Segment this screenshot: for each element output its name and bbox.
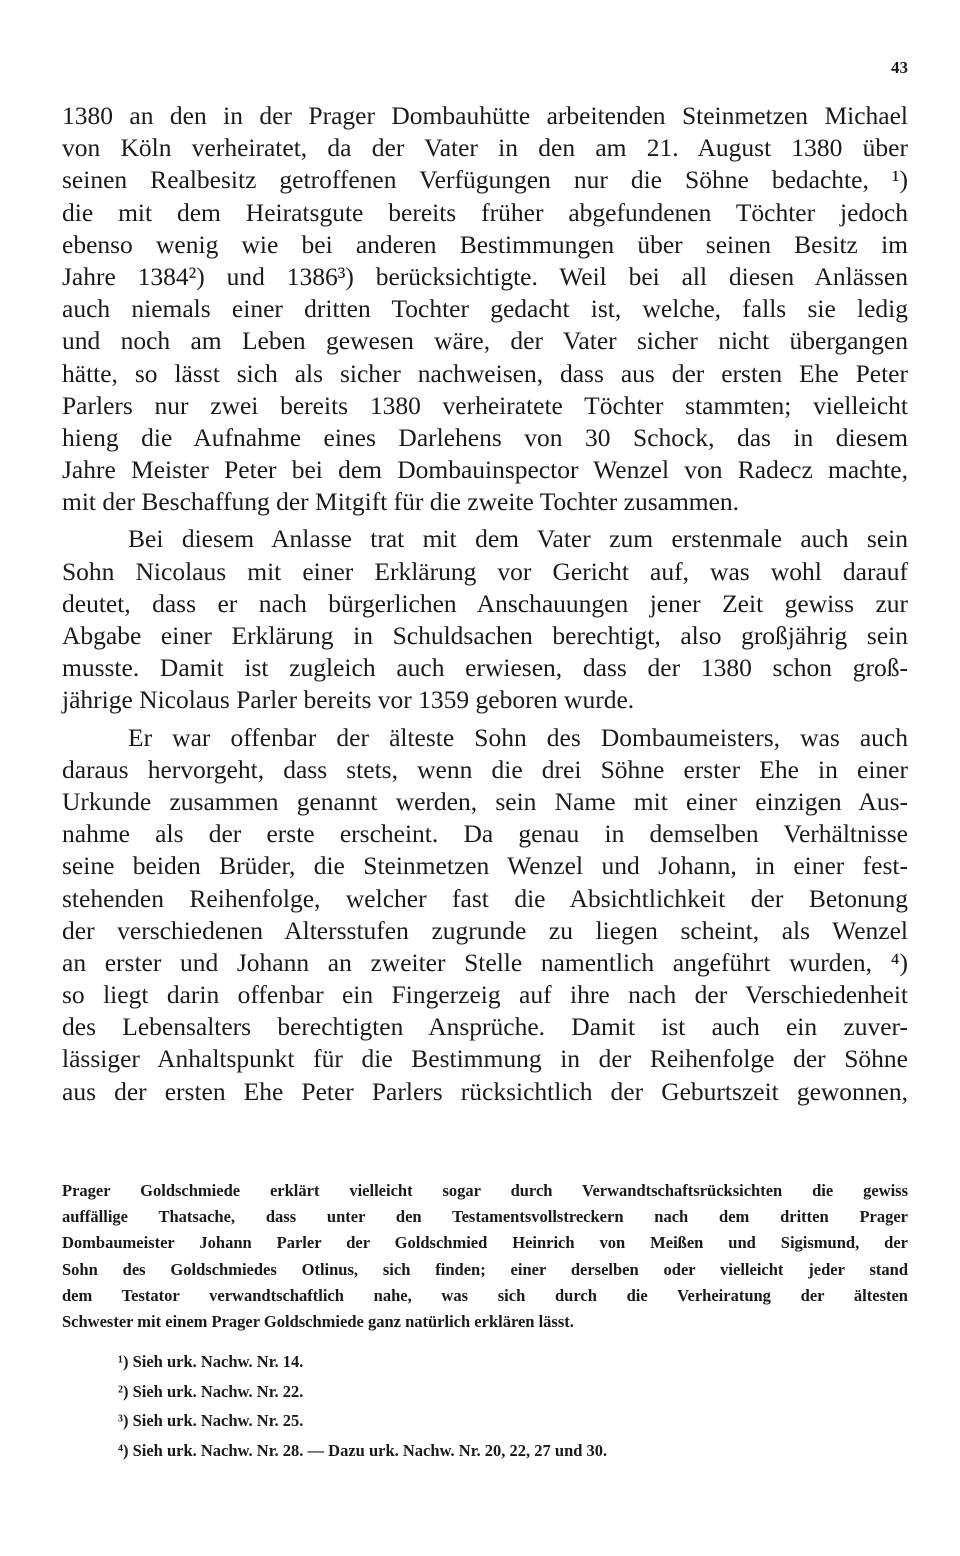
text-line: hätte, so lässt sich als sicher nachweisen, dass aus der ersten Ehe Peter — [62, 358, 908, 388]
text-line: jährige Nicolaus Parler bereits vor 1359 geboren wurde. — [62, 685, 635, 715]
footnote-line: Sohn des Goldschmiedes Otlinus, sich finden; einer derselben oder vielleicht jeder stand — [62, 1259, 908, 1279]
footnote-1: ¹) Sieh urk. Nachw. Nr. 14. — [118, 1352, 304, 1371]
text-line: 1380 an den in der Prager Dombauhütte arbeitenden Steinmetzen Michael — [62, 101, 908, 130]
footnote-3: ³) Sieh urk. Nachw. Nr. 25. — [118, 1411, 304, 1430]
text-line: musste. Damit ist zugleich auch erwiesen, dass der 1380 schon groß- — [62, 653, 908, 683]
text-line: Parlers nur zwei bereits 1380 verheiratete Töchter stammten; vielleicht — [62, 390, 908, 420]
footnote-continuation — [62, 1178, 908, 1335]
footnote-line: Schwester mit einem Prager Goldschmiede ganz natürlich erklären lässt. — [62, 1311, 574, 1331]
page-number: 43 — [891, 58, 908, 77]
text-line: so liegt darin offenbar ein Fingerzeig auf ihre nach der Verschiedenheit — [62, 980, 908, 1010]
text-line: Sohn Nicolaus mit einer Erklärung vor Gericht auf, was wohl darauf — [62, 556, 908, 586]
paragraph-3 — [62, 722, 908, 1108]
text-line: ebenso wenig wie bei anderen Bestimmungen über seinen Besitz im — [62, 229, 908, 259]
footnote-line: dem Testator verwandtschaftlich nahe, was sich durch die Verheiratung der ältesten — [62, 1285, 908, 1305]
footnote-line: Dombaumeister Johann Parler der Goldschmied Heinrich von Meißen und Sigismund, der — [62, 1233, 908, 1253]
text-line: an erster und Johann an zweiter Stelle namentlich angeführt wurden, ⁴) — [62, 947, 908, 977]
footnote-4: ⁴) Sieh urk. Nachw. Nr. 28. — Dazu urk. Nachw. Nr. 20, 22, 27 und 30. — [118, 1440, 608, 1460]
text-line: seinen Realbesitz getroffenen Verfügungen nur die Söhne bedachte, ¹) — [62, 165, 908, 195]
text-line: und noch am Leben gewesen wäre, der Vater sicher nicht übergangen — [62, 326, 908, 356]
text-line: des Lebensalters berechtigten Ansprüche. Damit ist auch ein zuver- — [62, 1012, 908, 1042]
text-line: auch niemals einer dritten Tochter gedacht ist, welche, falls sie ledig — [62, 294, 908, 324]
text-line: nahme als der erste erscheint. Da genau in demselben Verhältnisse — [62, 819, 908, 849]
text-line: daraus hervorgeht, dass stets, wenn die drei Söhne erster Ehe in einer — [62, 754, 908, 784]
text-line: aus der ersten Ehe Peter Parlers rücksichtlich der Geburtszeit gewonnen, — [62, 1076, 908, 1106]
paragraph-2 — [62, 523, 908, 716]
text-line: mit der Beschaffung der Mitgift für die zweite Tochter zusammen. — [62, 487, 740, 517]
text-line: stehenden Reihenfolge, welcher fast die Absichtlichkeit der Betonung — [62, 883, 908, 913]
text-line: Urkunde zusammen genannt werden, sein Name mit einer einzigen Aus- — [62, 786, 908, 816]
text-line: Abgabe einer Erklärung in Schuldsachen berechtigt, also großjährig sein — [62, 621, 908, 650]
footnotes — [118, 1347, 607, 1465]
text-line: Jahre 1384²) und 1386³) berücksichtigte. Weil bei all diesen Anlässen — [62, 261, 908, 291]
text-line: von Köln verheiratet, da der Vater in den am 21. August 1380 über — [62, 133, 908, 163]
text-line: seine beiden Brüder, die Steinmetzen Wenzel und Johann, in einer fest- — [62, 851, 908, 881]
text-line: Bei diesem Anlasse trat mit dem Vater zum erstenmale auch sein — [128, 524, 908, 554]
text-line: Jahre Meister Peter bei dem Dombauinspector Wenzel von Radecz machte, — [62, 455, 908, 485]
footnote-line: auffällige Thatsache, dass unter den Testamentsvollstreckern nach dem dritten Prager — [62, 1207, 908, 1227]
text-line: deutet, dass er nach bürgerlichen Anschauungen jener Zeit gewiss zur — [62, 588, 908, 618]
text-line: der verschiedenen Altersstufen zugrunde zu liegen scheint, als Wenzel — [62, 915, 908, 945]
paragraph-1 — [62, 100, 908, 518]
footnote-2: ²) Sieh urk. Nachw. Nr. 22. — [118, 1381, 304, 1401]
text-line: Er war offenbar der älteste Sohn des Dombaumeisters, was auch — [128, 722, 908, 752]
main-text — [62, 100, 908, 1113]
text-line: die mit dem Heiratsgute bereits früher abgefundenen Töchter jedoch — [62, 197, 908, 227]
text-line: hieng die Aufnahme eines Darlehens von 30 Schock, das in diesem — [62, 422, 908, 452]
text-line: lässiger Anhaltspunkt für die Bestimmung in der Reihenfolge der Söhne — [62, 1044, 908, 1074]
footnote-line: Prager Goldschmiede erklärt vielleicht sogar durch Verwandtschaftsrücksichten die gewiss — [62, 1181, 908, 1200]
